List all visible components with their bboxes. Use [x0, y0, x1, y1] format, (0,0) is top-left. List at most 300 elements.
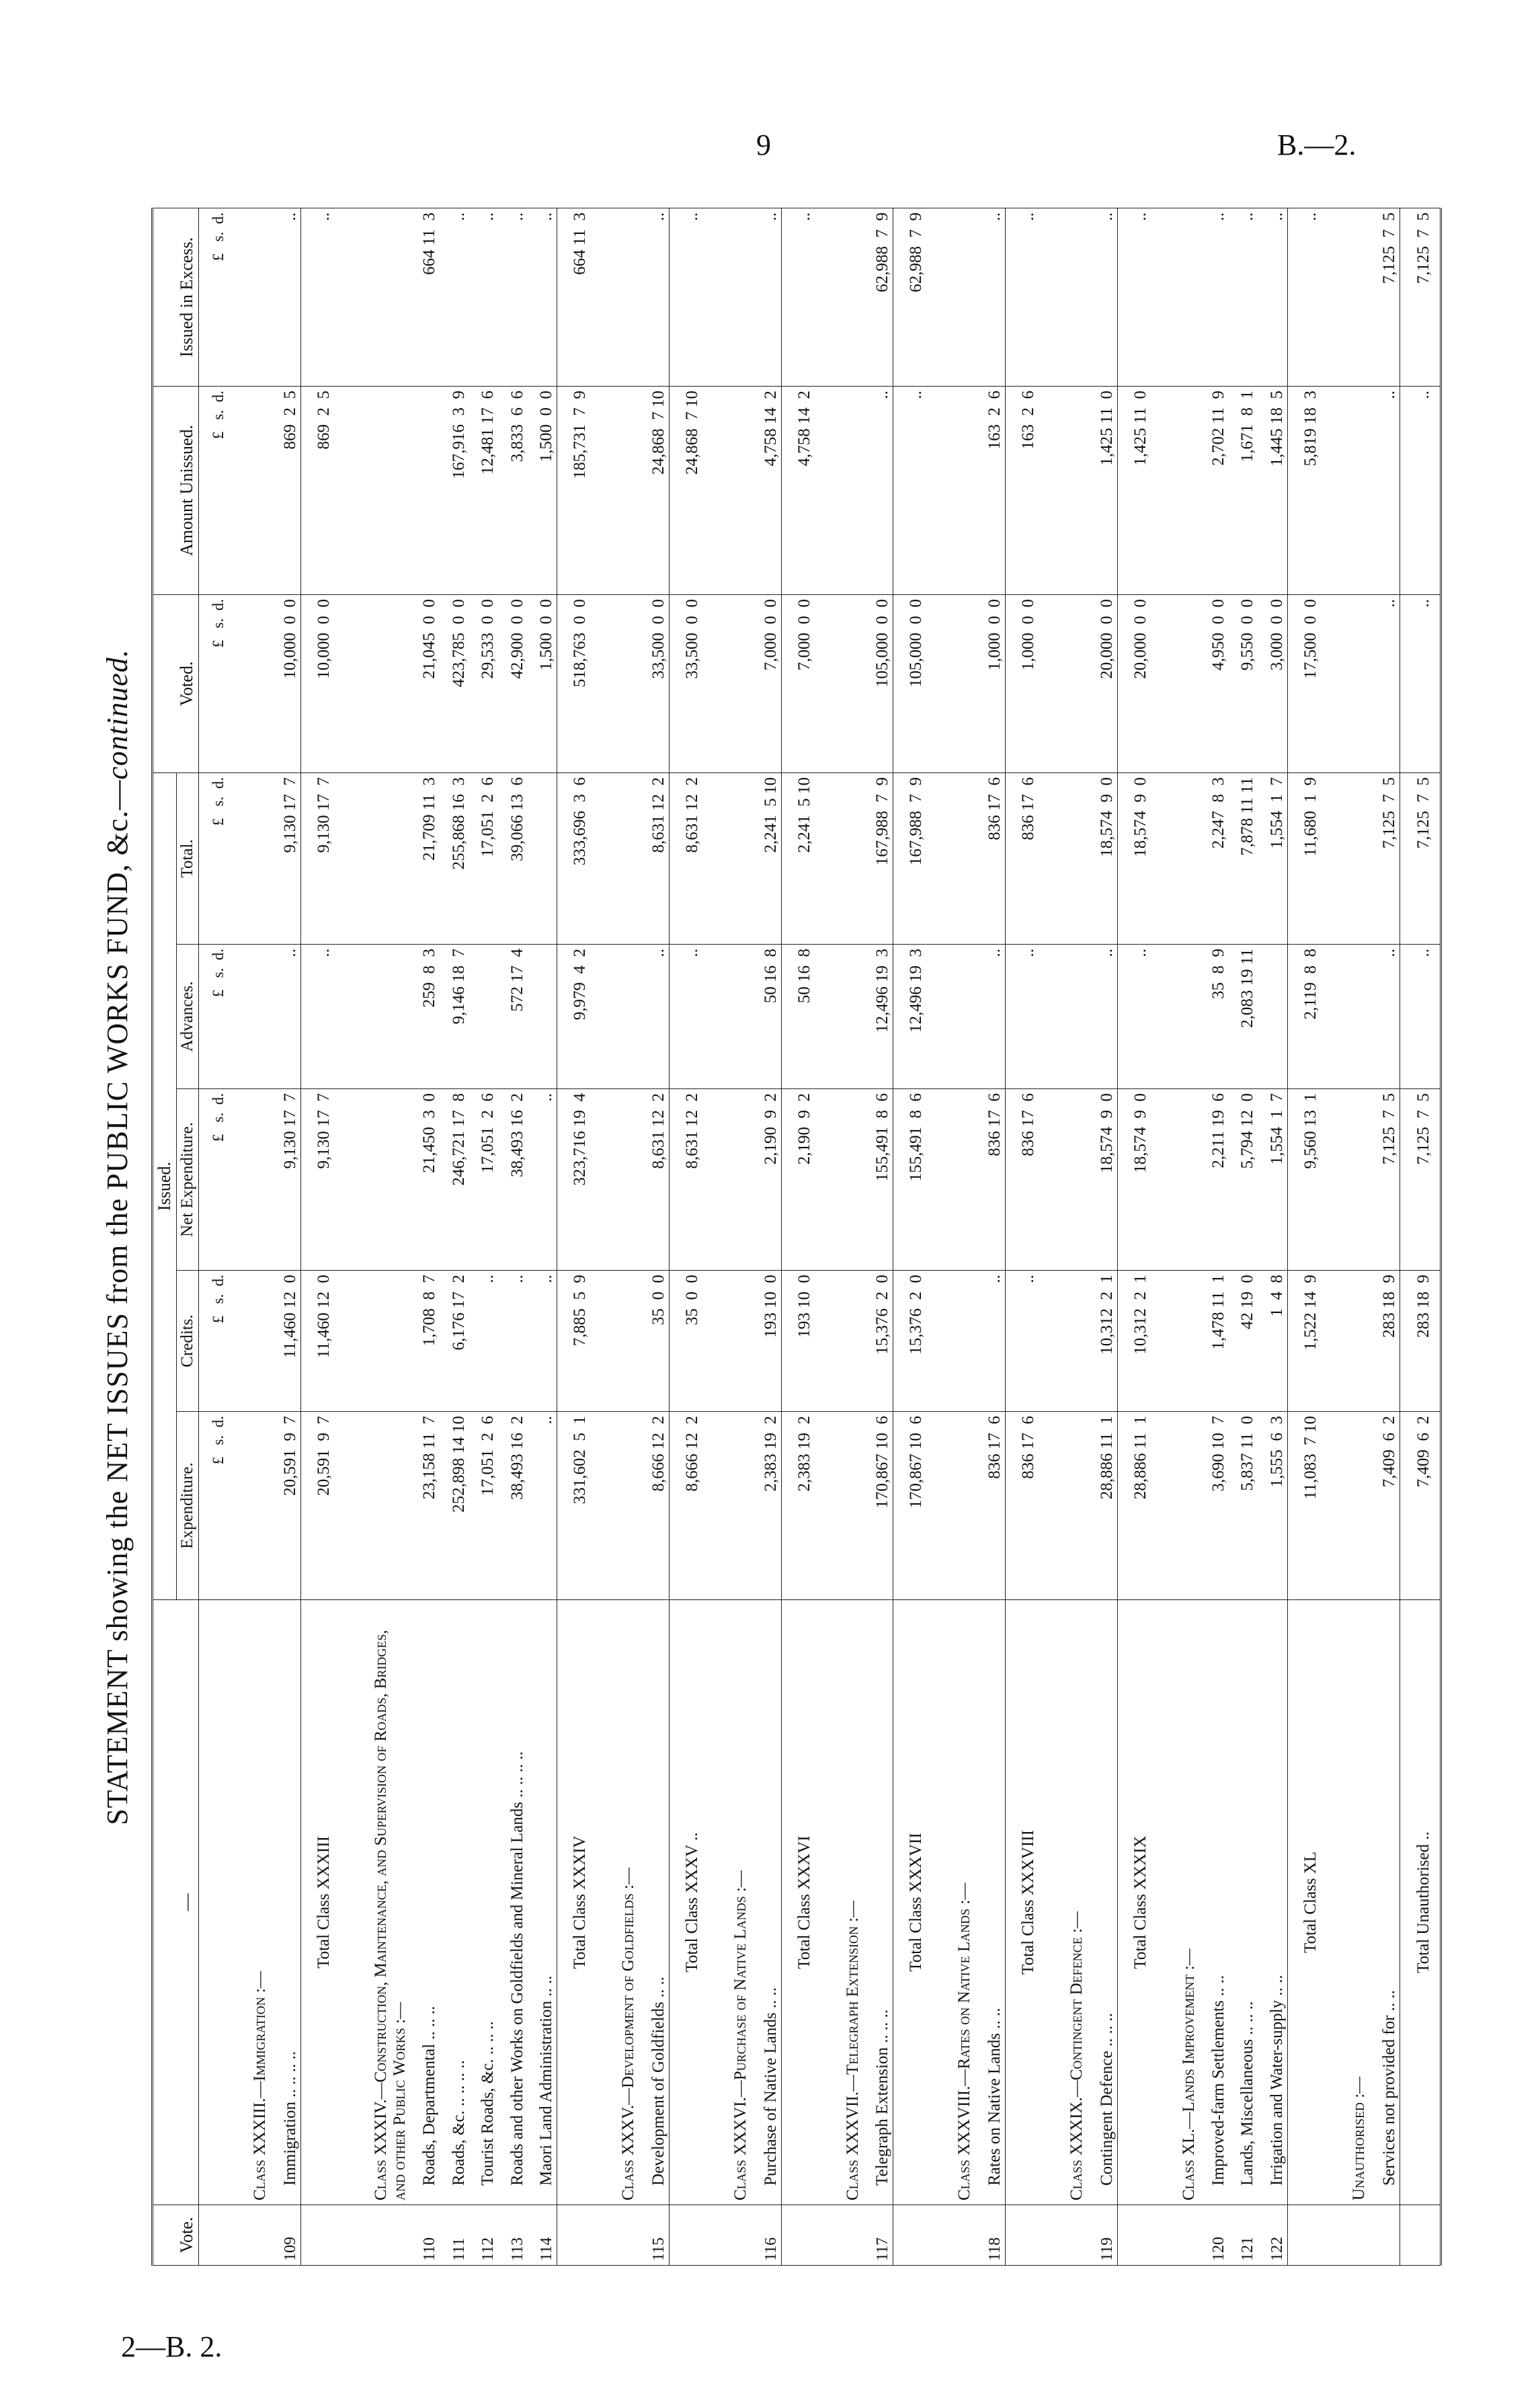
total-cell: 255,868 16 3 [440, 773, 469, 945]
vote-number [1157, 2205, 1200, 2266]
expenditure-cell: 38,493 16 2 [498, 1412, 527, 1600]
vote-number: 121 [1229, 2205, 1258, 2266]
voted-cell: 33,500 0 0 [639, 595, 669, 773]
expenditure-cell [229, 1412, 272, 1600]
issued-in-excess-cell: .. [1229, 208, 1258, 387]
net-expenditure-cell: 155,491 8 6 [893, 1089, 933, 1271]
table-row [1088, 208, 1117, 2266]
amount-unissued-cell: 24,868 7 10 [639, 387, 669, 595]
voted-cell: 10,000 0 0 [271, 595, 300, 773]
expenditure-cell: 2,383 19 2 [781, 1412, 821, 1600]
table-row [1200, 208, 1229, 2266]
total-cell: 836 17 6 [1005, 773, 1045, 945]
table-row [639, 208, 669, 2266]
total-cell [596, 773, 639, 945]
amount-unissued-cell: 167,916 3 9 [440, 387, 469, 595]
amount-unissued-cell [1045, 387, 1088, 595]
advances-cell [708, 945, 752, 1089]
statement-title [97, 208, 145, 2266]
voted-cell: 1,000 0 0 [1005, 595, 1045, 773]
advances-cell [1327, 945, 1370, 1089]
class-total-label: Total Unauthorised .. [1400, 1600, 1441, 2205]
item-description: Improved-farm Settlements .. .. [1200, 1600, 1229, 2205]
vote-number [340, 2205, 410, 2266]
item-description: Immigration .. .. .. .. [271, 1600, 300, 2205]
advances-cell: .. [639, 945, 669, 1089]
vote-number: 115 [639, 2205, 669, 2266]
expenditure-cell: 20,591 9 7 [271, 1412, 300, 1600]
class-heading-row [1045, 208, 1088, 2266]
advances-cell: .. [1005, 945, 1045, 1089]
credits-cell: 35 0 0 [639, 1271, 669, 1412]
total-cell [1045, 773, 1088, 945]
amount-unissued-cell: 163 2 6 [975, 387, 1005, 595]
expenditure-cell: 7,409 6 2 [1370, 1412, 1400, 1600]
advances-cell: 572 17 4 [498, 945, 527, 1089]
credits-cell: .. [528, 1271, 557, 1412]
amount-unissued-cell: 869 2 5 [271, 387, 300, 595]
advances-cell [821, 945, 864, 1089]
net-expenditure-cell: .. [528, 1089, 557, 1271]
advances-cell: 2,083 19 11 [1229, 945, 1258, 1089]
vote-number: 110 [411, 2205, 440, 2266]
net-expenditure-cell: 17,051 2 6 [469, 1089, 498, 1271]
unit-lsd: £ s. d. [199, 595, 229, 773]
net-expenditure-cell: 836 17 6 [975, 1089, 1005, 1271]
title-continued: continued. [101, 649, 134, 780]
voted-cell: 3,000 0 0 [1258, 595, 1287, 773]
expenditure-cell: .. [528, 1412, 557, 1600]
vote-number [1045, 2205, 1088, 2266]
net-expenditure-cell: 5,794 12 0 [1229, 1089, 1258, 1271]
class-total-row [557, 208, 597, 2266]
issued-in-excess-cell [229, 208, 272, 387]
table-row [1370, 208, 1400, 2266]
net-expenditure-cell [932, 1089, 975, 1271]
credits-cell: 193 10 0 [781, 1271, 821, 1412]
class-total-row [781, 208, 821, 2266]
voted-cell [1327, 595, 1370, 773]
expenditure-cell [596, 1412, 639, 1600]
net-expenditure-cell: 9,130 17 7 [301, 1089, 341, 1271]
issued-in-excess-cell: .. [1258, 208, 1287, 387]
class-total-row [1400, 208, 1441, 2266]
header-vote: Vote. [153, 2205, 199, 2266]
expenditure-cell: 170,867 10 6 [893, 1412, 933, 1600]
expenditure-cell [708, 1412, 752, 1600]
advances-cell [1045, 945, 1088, 1089]
credits-cell: 35 0 0 [669, 1271, 708, 1412]
voted-cell [1045, 595, 1088, 773]
expenditure-cell: 28,886 11 1 [1088, 1412, 1117, 1600]
net-expenditure-cell: 9,130 17 7 [271, 1089, 300, 1271]
advances-cell: .. [271, 945, 300, 1089]
item-description: Roads and other Works on Goldfields and Mineral Lands .. .. .. .. [498, 1600, 527, 2205]
total-cell: 836 17 6 [975, 773, 1005, 945]
class-total-label: Total Class XXXIV [557, 1600, 597, 2205]
class-heading-row [821, 208, 864, 2266]
class-total-row [1005, 208, 1045, 2266]
voted-cell: 33,500 0 0 [669, 595, 708, 773]
vote-number: 111 [440, 2205, 469, 2266]
amount-unissued-cell: 1,500 0 0 [528, 387, 557, 595]
credits-cell: .. [1005, 1271, 1045, 1412]
total-cell: 1,554 1 7 [1258, 773, 1287, 945]
expenditure-cell: 23,158 11 7 [411, 1412, 440, 1600]
total-cell [229, 773, 272, 945]
vote-number [821, 2205, 864, 2266]
voted-cell [708, 595, 752, 773]
class-total-label: Total Class XXXV .. [669, 1600, 708, 2205]
header-advances: Advances. [177, 945, 199, 1089]
expenditure-cell: 8,666 12 2 [669, 1412, 708, 1600]
advances-cell [469, 945, 498, 1089]
amount-unissued-cell: 185,731 7 9 [557, 387, 597, 595]
advances-cell: .. [975, 945, 1005, 1089]
issued-in-excess-cell [821, 208, 864, 387]
class-total-label: Total Class XXXVIII [1005, 1600, 1045, 2205]
table-row [975, 208, 1005, 2266]
advances-cell: .. [1088, 945, 1117, 1089]
issued-in-excess-cell: .. [498, 208, 527, 387]
credits-cell [1157, 1271, 1200, 1412]
net-expenditure-cell: 836 17 6 [1005, 1089, 1045, 1271]
issued-in-excess-cell: .. [1088, 208, 1117, 387]
net-expenditure-cell [1157, 1089, 1200, 1271]
expenditure-cell: 252,898 14 10 [440, 1412, 469, 1600]
total-cell [528, 773, 557, 945]
class-heading-row [340, 208, 410, 2266]
advances-cell [596, 945, 639, 1089]
amount-unissued-cell: 1,671 8 1 [1229, 387, 1258, 595]
table-row [864, 208, 893, 2266]
expenditure-cell [1157, 1412, 1200, 1600]
voted-cell [229, 595, 272, 773]
voted-cell: 518,763 0 0 [557, 595, 597, 773]
net-expenditure-cell [708, 1089, 752, 1271]
issued-in-excess-cell [1327, 208, 1370, 387]
net-expenditure-cell: 8,631 12 2 [669, 1089, 708, 1271]
vote-number [596, 2205, 639, 2266]
advances-cell: 35 8 9 [1200, 945, 1229, 1089]
expenditure-cell: 11,083 7 10 [1288, 1412, 1328, 1600]
expenditure-cell: 17,051 2 6 [469, 1412, 498, 1600]
advances-cell: .. [669, 945, 708, 1089]
voted-cell [821, 595, 864, 773]
total-cell [1327, 773, 1370, 945]
vote-number [669, 2205, 708, 2266]
table-row [469, 208, 498, 2266]
credits-cell [821, 1271, 864, 1412]
amount-unissued-cell: 163 2 6 [1005, 387, 1045, 595]
item-description: Purchase of Native Lands .. .. [752, 1600, 781, 2205]
class-heading: Class XXXIV.—Construction, Maintenance, and Supervision of Roads, Bridges, and other Public Works :— [340, 1600, 410, 2205]
voted-cell: 17,500 0 0 [1288, 595, 1328, 773]
class-heading: Class XXXIII.—Immigration :— [229, 1600, 272, 2205]
vote-number [1400, 2205, 1441, 2266]
class-heading-row [708, 208, 752, 2266]
net-expenditure-cell: 38,493 16 2 [498, 1089, 527, 1271]
vote-number [708, 2205, 752, 2266]
voted-cell: 423,785 0 0 [440, 595, 469, 773]
credits-cell [1327, 1271, 1370, 1412]
amount-unissued-cell [932, 387, 975, 595]
total-cell: 333,696 3 6 [557, 773, 597, 945]
vote-number: 122 [1258, 2205, 1287, 2266]
amount-unissued-cell [1157, 387, 1200, 595]
total-cell: 17,051 2 6 [469, 773, 498, 945]
vote-number [893, 2205, 933, 2266]
advances-cell: .. [1400, 945, 1441, 1089]
net-expenditure-cell [1327, 1089, 1370, 1271]
table-row [271, 208, 300, 2266]
expenditure-cell: 28,886 11 1 [1117, 1412, 1157, 1600]
expenditure-cell [821, 1412, 864, 1600]
class-heading-row [1327, 208, 1370, 2266]
voted-cell: 105,000 0 0 [864, 595, 893, 773]
total-cell: 18,574 9 0 [1088, 773, 1117, 945]
advances-cell: 12,496 19 3 [864, 945, 893, 1089]
net-expenditure-cell: 8,631 12 2 [639, 1089, 669, 1271]
voted-cell: 42,900 0 0 [498, 595, 527, 773]
total-cell: 8,631 12 2 [669, 773, 708, 945]
advances-cell: 50 16 8 [752, 945, 781, 1089]
item-description: Roads, &c. .. .. .. .. [440, 1600, 469, 2205]
total-cell [932, 773, 975, 945]
issued-in-excess-cell: .. [752, 208, 781, 387]
credits-cell: 1 4 8 [1258, 1271, 1287, 1412]
net-expenditure-cell: 155,491 8 6 [864, 1089, 893, 1271]
voted-cell [596, 595, 639, 773]
vote-number: 117 [864, 2205, 893, 2266]
expenditure-cell: 170,867 10 6 [864, 1412, 893, 1600]
vote-number: 113 [498, 2205, 527, 2266]
vote-number: 114 [528, 2205, 557, 2266]
issued-in-excess-cell: .. [1005, 208, 1045, 387]
net-expenditure-cell: 21,450 3 0 [411, 1089, 440, 1271]
total-cell: 167,988 7 9 [893, 773, 933, 945]
amount-unissued-cell [708, 387, 752, 595]
item-description: Contingent Defence .. .. .. [1088, 1600, 1117, 2205]
class-heading: Class XXXVI.—Purchase of Native Lands :— [708, 1600, 752, 2205]
issued-in-excess-cell: 7,125 7 5 [1400, 208, 1441, 387]
advances-cell [528, 945, 557, 1089]
vote-number: 109 [271, 2205, 300, 2266]
total-cell: 7,125 7 5 [1400, 773, 1441, 945]
advances-cell: .. [1117, 945, 1157, 1089]
amount-unissued-cell [411, 387, 440, 595]
voted-cell: 20,000 0 0 [1117, 595, 1157, 773]
vote-number: 116 [752, 2205, 781, 2266]
amount-unissued-cell: 5,819 18 3 [1288, 387, 1328, 595]
expenditure-cell: 5,837 11 0 [1229, 1412, 1258, 1600]
item-description: Irrigation and Water-supply .. .. [1258, 1600, 1287, 2205]
class-heading-row [932, 208, 975, 2266]
vote-number [1288, 2205, 1328, 2266]
issued-in-excess-cell: .. [271, 208, 300, 387]
issued-in-excess-cell: 62,988 7 9 [864, 208, 893, 387]
net-expenditure-cell [229, 1089, 272, 1271]
amount-unissued-cell [340, 387, 410, 595]
unit-lsd: £ s. d. [199, 1412, 229, 1600]
amount-unissued-cell: 12,481 17 6 [469, 387, 498, 595]
total-cell [821, 773, 864, 945]
unit-lsd: £ s. d. [199, 387, 229, 595]
advances-cell [1258, 945, 1287, 1089]
voted-cell: 1,000 0 0 [975, 595, 1005, 773]
unit-lsd: £ s. d. [199, 208, 229, 387]
vote-number [557, 2205, 597, 2266]
class-heading: Class XXXVIII.—Rates on Native Lands :— [932, 1600, 975, 2205]
class-heading: Class XL.—Lands Improvement :— [1157, 1600, 1200, 2205]
expenditure-cell: 7,409 6 2 [1400, 1412, 1441, 1600]
issued-in-excess-cell: .. [781, 208, 821, 387]
class-total-row [1288, 208, 1328, 2266]
total-cell: 7,125 7 5 [1370, 773, 1400, 945]
issued-in-excess-cell: 664 11 3 [411, 208, 440, 387]
issued-in-excess-cell: .. [301, 208, 341, 387]
amount-unissued-cell: 3,833 6 6 [498, 387, 527, 595]
item-description: Development of Goldfields .. .. [639, 1600, 669, 2205]
voted-cell [340, 595, 410, 773]
amount-unissued-cell: 1,445 18 5 [1258, 387, 1287, 595]
credits-cell: 7,885 5 9 [557, 1271, 597, 1412]
class-total-row [893, 208, 933, 2266]
class-heading: Class XXXIX.—Contingent Defence :— [1045, 1600, 1088, 2205]
amount-unissued-cell: 4,758 14 2 [781, 387, 821, 595]
class-total-label: Total Class XXXVI [781, 1600, 821, 2205]
total-cell: 11,680 1 9 [1288, 773, 1328, 945]
item-description: Rates on Native Lands .. .. [975, 1600, 1005, 2205]
class-total-row [301, 208, 341, 2266]
header-credits: Credits. [177, 1271, 199, 1412]
total-cell [1157, 773, 1200, 945]
expenditure-cell: 3,690 10 7 [1200, 1412, 1229, 1600]
header-net: Net Expenditure. [177, 1089, 199, 1271]
expenditure-cell: 8,666 12 2 [639, 1412, 669, 1600]
amount-unissued-cell: 2,702 11 9 [1200, 387, 1229, 595]
amount-unissued-cell: 4,758 14 2 [752, 387, 781, 595]
net-expenditure-cell: 323,716 19 4 [557, 1089, 597, 1271]
credits-cell [229, 1271, 272, 1412]
class-total-label: Total Class XXXIII [301, 1600, 341, 2205]
issued-in-excess-cell [708, 208, 752, 387]
credits-cell: 193 10 0 [752, 1271, 781, 1412]
total-cell: 9,130 17 7 [301, 773, 341, 945]
issued-in-excess-cell [340, 208, 410, 387]
class-heading: Class XXXV.—Development of Goldfields :— [596, 1600, 639, 2205]
unit-lsd: £ s. d. [199, 1271, 229, 1412]
header-description: — [153, 1600, 199, 2205]
amount-unissued-cell [229, 387, 272, 595]
unit-row [199, 208, 229, 2266]
table-row [411, 208, 440, 2266]
amount-unissued-cell: 24,868 7 10 [669, 387, 708, 595]
voted-cell: 20,000 0 0 [1088, 595, 1117, 773]
vote-number [229, 2205, 272, 2266]
net-expenditure-cell: 2,190 9 2 [752, 1089, 781, 1271]
issued-in-excess-cell [932, 208, 975, 387]
net-expenditure-cell: 9,560 13 1 [1288, 1089, 1328, 1271]
net-expenditure-cell: 7,125 7 5 [1370, 1089, 1400, 1271]
advances-cell: 9,979 4 2 [557, 945, 597, 1089]
issued-in-excess-cell: .. [528, 208, 557, 387]
net-expenditure-cell: 246,721 17 8 [440, 1089, 469, 1271]
issued-in-excess-cell [1157, 208, 1200, 387]
header-total: Total. [177, 773, 199, 945]
credits-cell: 11,460 12 0 [271, 1271, 300, 1412]
advances-cell [932, 945, 975, 1089]
credits-cell [708, 1271, 752, 1412]
voted-cell: 1,500 0 0 [528, 595, 557, 773]
header-expenditure: Expenditure. [177, 1412, 199, 1600]
expenditure-cell: 331,602 5 1 [557, 1412, 597, 1600]
total-cell: 18,574 9 0 [1117, 773, 1157, 945]
amount-unissued-cell [1327, 387, 1370, 595]
credits-cell: 1,478 11 1 [1200, 1271, 1229, 1412]
unit-lsd: £ s. d. [199, 945, 229, 1089]
voted-cell: .. [1370, 595, 1400, 773]
net-expenditure-cell [1045, 1089, 1088, 1271]
total-cell: 39,066 13 6 [498, 773, 527, 945]
net-expenditure-cell [340, 1089, 410, 1271]
credits-cell [596, 1271, 639, 1412]
credits-cell: .. [498, 1271, 527, 1412]
vote-number: 120 [1200, 2205, 1229, 2266]
expenditure-cell [340, 1412, 410, 1600]
net-expenditure-cell: 7,125 7 5 [1400, 1089, 1441, 1271]
class-heading: Unauthorised :— [1327, 1600, 1370, 2205]
amount-unissued-cell: 869 2 5 [301, 387, 341, 595]
voted-cell [1157, 595, 1200, 773]
credits-cell: 10,312 2 1 [1088, 1271, 1117, 1412]
voted-cell: 9,550 0 0 [1229, 595, 1258, 773]
net-expenditure-cell: 1,554 1 7 [1258, 1089, 1287, 1271]
voted-cell: 7,000 0 0 [752, 595, 781, 773]
credits-cell: .. [469, 1271, 498, 1412]
class-heading-row [596, 208, 639, 2266]
amount-unissued-cell: 1,425 11 0 [1088, 387, 1117, 595]
vote-number [1005, 2205, 1045, 2266]
expenditure-cell [1045, 1412, 1088, 1600]
issued-in-excess-cell: .. [440, 208, 469, 387]
rotated-statement [97, 208, 1462, 2266]
total-cell: 2,247 8 3 [1200, 773, 1229, 945]
voted-cell: 21,045 0 0 [411, 595, 440, 773]
advances-cell [229, 945, 272, 1089]
credits-cell: 1,708 8 7 [411, 1271, 440, 1412]
credits-cell: 6,176 17 2 [440, 1271, 469, 1412]
credits-cell: 11,460 12 0 [301, 1271, 341, 1412]
class-total-label: Total Class XXXVII [893, 1600, 933, 2205]
vote-number: 118 [975, 2205, 1005, 2266]
issued-in-excess-cell: .. [1288, 208, 1328, 387]
class-heading-row [229, 208, 272, 2266]
advances-cell: 2,119 8 8 [1288, 945, 1328, 1089]
item-description: Telegraph Extension .. .. .. [864, 1600, 893, 2205]
vote-number [1370, 2205, 1400, 2266]
credits-cell: 42 19 0 [1229, 1271, 1258, 1412]
amount-unissued-cell: .. [1370, 387, 1400, 595]
credits-cell [932, 1271, 975, 1412]
expenditure-cell: 836 17 6 [975, 1412, 1005, 1600]
page-number: 9 [756, 128, 771, 161]
header-issued: Issued. [153, 773, 177, 1600]
credits-cell [340, 1271, 410, 1412]
expenditure-cell [1327, 1412, 1370, 1600]
class-heading-row [1157, 208, 1200, 2266]
issued-in-excess-cell: .. [669, 208, 708, 387]
